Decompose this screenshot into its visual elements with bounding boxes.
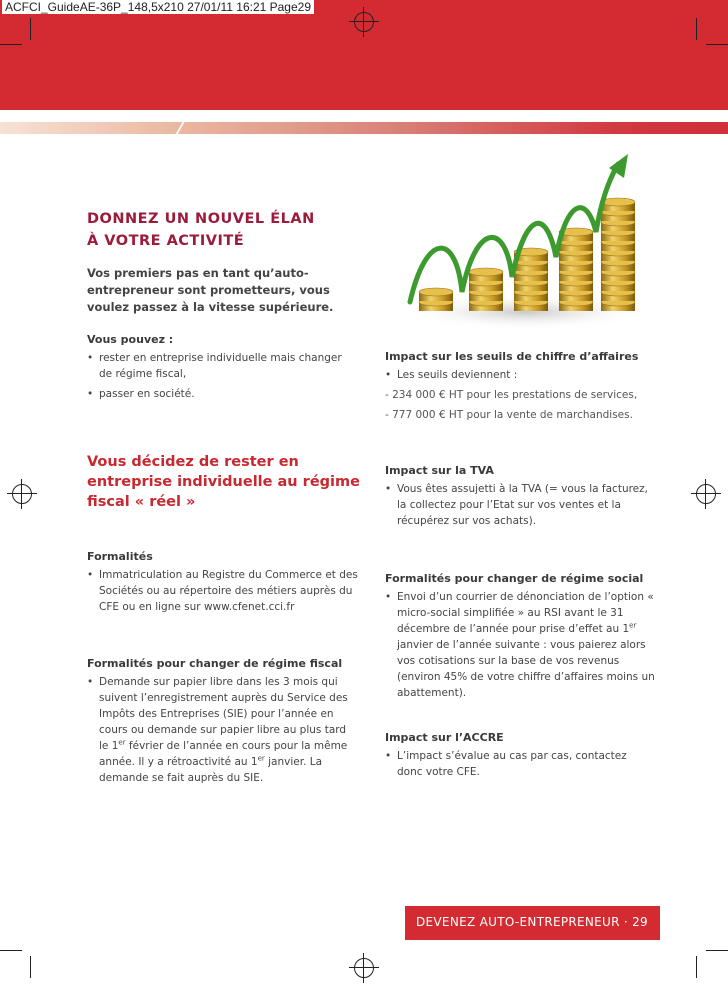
formalites-list xyxy=(87,567,359,615)
registration-mark-icon xyxy=(354,958,374,978)
seuils-heading: Impact sur les seuils de chiffre d’affaires xyxy=(385,350,639,363)
text-part: Demande sur papier libre dans les 3 mois qui suivent l’enregistrement auprès du Service des Impôts des Entreprises (SIE) pour l’année en cours ou demande sur papier libre au plus tard le 1 xyxy=(99,676,348,752)
accre-heading: Impact sur l’ACCRE xyxy=(385,731,504,744)
seuils-list xyxy=(385,367,655,383)
accre-block xyxy=(385,731,655,784)
list-item: • rester en entreprise individuelle mais changer de régime fiscal, xyxy=(87,350,357,382)
title-line-2: À VOTRE ACTIVITÉ xyxy=(87,233,245,249)
superscript: er xyxy=(257,754,265,763)
title-line-1: DONNEZ UN NOUVEL ÉLAN xyxy=(87,211,315,227)
crop-mark xyxy=(706,950,728,951)
formalites-fiscal-block xyxy=(87,657,352,790)
text-part: Envoi d’un courrier de dénonciation de l’option « micro-social simplifiée » au RSI avant le 31 décembre de l’année pour prise d’effet au 1 xyxy=(397,591,654,635)
list-item: • L’impact s’évalue au cas par cas, contactez donc votre CFE. xyxy=(385,748,655,780)
seuil-marchandises: - 777 000 € HT pour la vente de marchandises. xyxy=(385,409,633,421)
formalites-heading: Formalités xyxy=(87,550,153,563)
vous-pouvez-block xyxy=(87,333,357,406)
crop-mark xyxy=(0,44,22,45)
vous-pouvez-heading: Vous pouvez : xyxy=(87,333,174,346)
footer-text: DEVENEZ AUTO-ENTREPRENEUR · 29 xyxy=(416,915,648,929)
seuil-services: - 234 000 € HT pour les prestations de services, xyxy=(385,389,638,401)
page-title xyxy=(87,208,387,252)
superscript: er xyxy=(118,738,126,747)
registration-mark-icon xyxy=(354,12,374,32)
section-heading-regime-reel: Vous décidez de rester en entreprise individuelle au régime fiscal « réel » xyxy=(87,454,360,510)
social-heading: Formalités pour changer de régime social xyxy=(385,572,644,585)
tva-heading: Impact sur la TVA xyxy=(385,464,494,477)
coin-top xyxy=(601,198,635,206)
crop-mark xyxy=(30,18,31,40)
crop-mark xyxy=(696,18,697,40)
social-block xyxy=(385,572,657,705)
accre-list xyxy=(385,748,655,780)
list-item: • Les seuils deviennent : xyxy=(385,367,655,383)
list-item: • Immatriculation au Registre du Commerce et des Sociétés ou au répertoire des métiers auprès du CFE ou en ligne sur www.cfenet.cci.fr xyxy=(87,567,359,615)
crop-mark xyxy=(706,44,728,45)
text-part: janvier. La demande se fait auprès du SIE. xyxy=(99,756,323,784)
formalites-block xyxy=(87,550,359,619)
coin-top xyxy=(419,288,453,296)
formalites-fiscal-list xyxy=(87,674,352,786)
gradient-stripe xyxy=(0,122,728,134)
vous-pouvez-list xyxy=(87,350,357,402)
tva-block xyxy=(385,464,655,533)
list-item xyxy=(385,589,657,701)
print-slug: ACFCI_GuideAE-36P_148,5x210 27/01/11 16:21 Page29 xyxy=(2,0,314,14)
coin-top xyxy=(469,268,503,276)
list-item: • passer en société. xyxy=(87,386,357,402)
text-part: janvier de l’année suivante : vous paierez alors vos cotisations sur la base de vos revenus (environ 45% de votre chiffre d’affaires moins un abattement). xyxy=(397,639,655,699)
seuils-block xyxy=(385,350,655,423)
stripe-slash xyxy=(173,122,184,138)
formalites-fiscal-heading: Formalités pour changer de régime fiscal xyxy=(87,657,343,670)
tva-list xyxy=(385,481,655,529)
coin-stacks-growth-arrow-icon xyxy=(396,152,654,332)
list-item: • Vous êtes assujetti à la TVA (= vous la facturez, la collectez pour l’Etat sur vos ventes et la récupérez sur vos achats). xyxy=(385,481,655,529)
social-list xyxy=(385,589,657,701)
superscript: er xyxy=(629,621,637,630)
crop-mark xyxy=(30,956,31,978)
text-part: février de l’année en cours pour la même année. Il y a rétroactivité au 1 xyxy=(99,740,348,768)
crop-mark xyxy=(0,950,22,951)
crop-mark xyxy=(696,956,697,978)
registration-mark-icon xyxy=(696,484,716,504)
intro-text: Vos premiers pas en tant qu’auto-entrepreneur sont prometteurs, vous voulez passez à la vitesse supérieure. xyxy=(87,266,334,314)
list-item xyxy=(87,674,352,786)
registration-mark-icon xyxy=(12,484,32,504)
footer-banner xyxy=(405,906,660,940)
